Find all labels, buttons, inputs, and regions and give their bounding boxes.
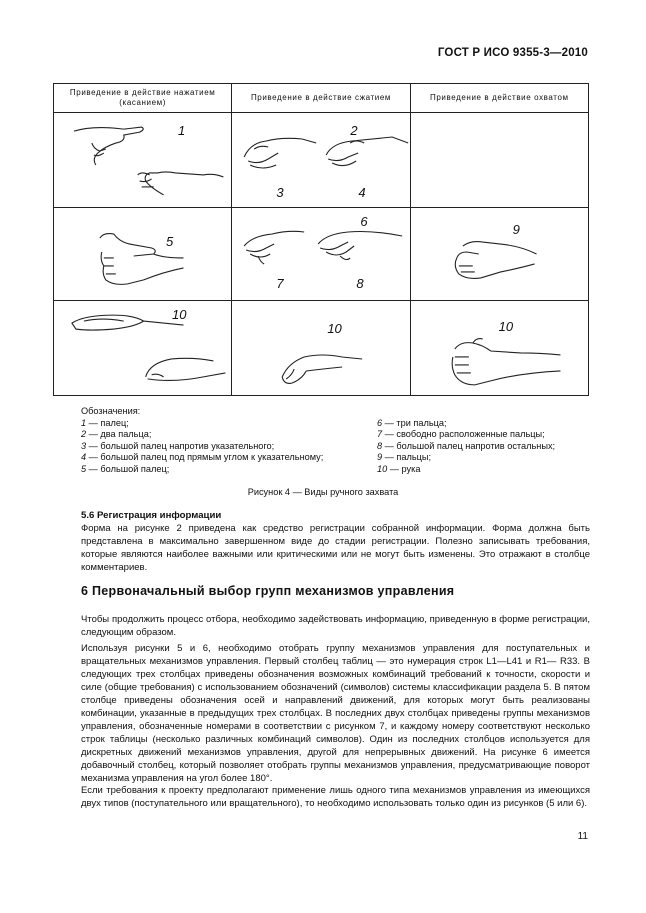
grip-number: 10	[172, 307, 187, 322]
legend-item: 3 — большой палец напротив указательного;	[81, 440, 275, 451]
grip-number: 6	[360, 214, 368, 229]
legend-item: 2 — два пальца;	[81, 429, 152, 440]
grip-number: 7	[276, 276, 284, 291]
hand-finger-press-illustration	[54, 113, 231, 207]
column-header-squeeze: Приведение в действие сжатием	[232, 84, 410, 113]
hand-palm-press-illustration	[54, 301, 231, 395]
grip-number: 3	[276, 185, 284, 200]
cell-squeeze-fingers	[232, 208, 410, 301]
grip-number: 4	[358, 185, 366, 200]
section-6-paragraph-1: Чтобы продолжить процесс отбора, необходимо задействовать информацию, приведенную в форме регистрации, следующим образом.	[81, 614, 590, 638]
section-6-paragraph-3: Если требования к проекту предполагают применение лишь одного типа механизмов управления из имеющихся двух типов (поступательного или вращательного), то необходимо использовать только один из рисунков (5 или 6).	[81, 785, 590, 809]
legend-item: 7 — свободно расположенные пальцы;	[377, 429, 545, 440]
column-header-press: Приведение в действие нажатием (касанием)	[54, 84, 232, 113]
cell-grasp-empty	[410, 113, 588, 208]
grip-types-table	[53, 83, 589, 396]
legend-item: 10 — рука	[377, 463, 421, 474]
grip-number: 2	[350, 123, 358, 138]
section-6-paragraph-2: Используя рисунки 5 и 6, необходимо отобрать группу механизмов управления для поступательных и вращательных механизмов управления. Первый столбец таблиц — это нумерация строк L1—L41 и R1— R33. В следующих трех столбцах приведены обозначения возможных комбинаций требований к точности, скорости и силе (общие требования) с использованием обозначений (символов) системы классификации раздела 5. В пятом столбце приведены обозначения осей и направлений движений, для которых могут быть реализованы комбинации, указанные в предыдущих трех столбцах. В последних двух столбцах приведены группы механизмов управления, обозначенные номерами в соответствии с рисунком 7, и каждому номеру соответствуют несколько строк таблицы (несколько различных комбинаций символов). Один из последних столбцов используется для дискретных движений механизмов управления, другой для непрерывных движений. На рисунке 6 имеется добавочный столбец, который позволяет отобрать группы механизмов управления, предусматривающие поворот механизма управления на угол более 180°.	[81, 643, 590, 784]
grip-number: 10	[498, 319, 514, 334]
cell-squeeze-hand	[232, 301, 410, 396]
column-header-grasp: Приведение в действие охватом	[410, 84, 588, 113]
hand-full-grasp-illustration	[411, 301, 588, 395]
legend-item: 1 — палец;	[81, 417, 129, 428]
legend-item: 4 — большой палец под прямым углом к указательному;	[81, 452, 324, 463]
cell-squeeze-pinch	[232, 113, 410, 208]
grip-number: 5	[166, 234, 174, 249]
hand-pinch-illustration	[232, 113, 409, 207]
page-number: 11	[577, 831, 588, 842]
cell-grasp-fingers	[410, 208, 588, 301]
legend-right	[377, 418, 555, 476]
section-5-6-title: 5.6 Регистрация информации	[81, 510, 222, 521]
legend-item: 5 — большой палец;	[81, 463, 170, 474]
document-header: ГОСТ Р ИСО 9355-3—2010	[437, 47, 588, 59]
hand-palm-squeeze-illustration	[232, 301, 409, 395]
cell-grasp-hand	[410, 301, 588, 396]
grip-number: 1	[178, 123, 186, 138]
legend-title: Обозначения:	[81, 406, 141, 416]
legend-left	[81, 406, 323, 476]
hand-finger-grasp-illustration	[411, 208, 588, 300]
hand-three-finger-illustration	[232, 208, 409, 300]
cell-press-thumb	[54, 208, 232, 301]
figure-caption: Рисунок 4 — Виды ручного захвата	[247, 487, 399, 497]
legend-item: 9 — пальцы;	[377, 452, 432, 463]
grip-number: 8	[356, 276, 364, 291]
cell-press-hand	[54, 301, 232, 396]
hand-thumb-press-illustration	[54, 208, 231, 300]
cell-press-finger	[54, 113, 232, 208]
section-6-title: 6 Первоначальный выбор групп механизмов управления	[81, 584, 455, 598]
grip-number: 10	[327, 321, 342, 336]
grip-number: 9	[512, 222, 520, 237]
section-5-6-text: Форма на рисунке 2 приведена как средство регистрации собранной информации. Форма должна быть представлена в максимально завершенном виде до стадии регистрации. Полезно записывать требования, которые являются наиболее важными или критическими или не могут быть изменены. Это отражают в столбце комментариев.	[81, 523, 590, 573]
legend-item: 6 — три пальца;	[377, 417, 447, 428]
legend-item: 8 — большой палец напротив остальных;	[377, 440, 556, 451]
